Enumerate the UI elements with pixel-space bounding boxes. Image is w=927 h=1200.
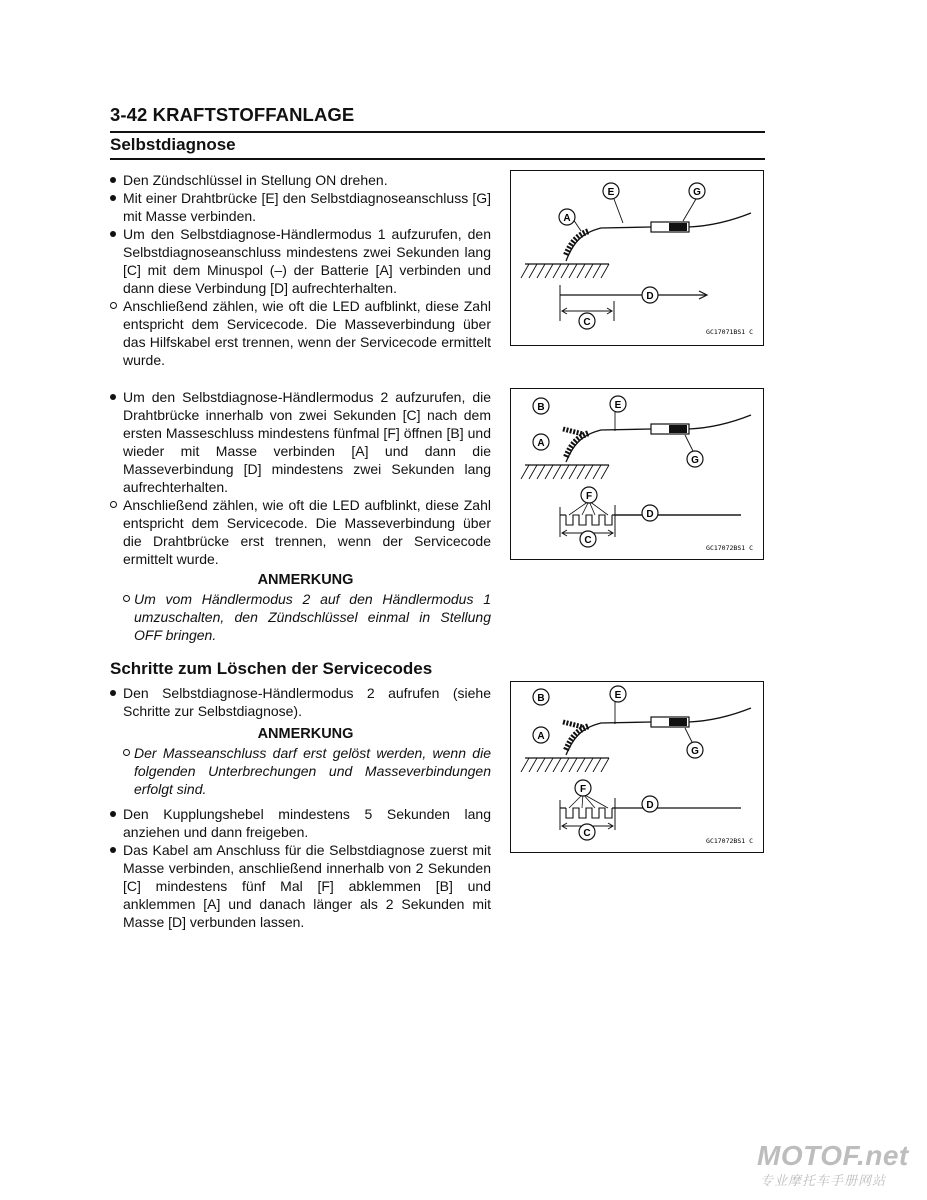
- fig3-label-f: [575, 780, 591, 796]
- fig1-label-d: [642, 287, 658, 303]
- note-heading: ANMERKUNG: [257, 726, 354, 742]
- bullet-icon: [110, 811, 116, 817]
- section-title: Selbstdiagnose: [110, 135, 236, 154]
- label-c: C: [584, 535, 592, 546]
- figure-code: GC17071BS1 C: [706, 328, 753, 336]
- figure-3-diagram: [511, 682, 762, 851]
- list-item: Anschließend zählen, wie oft die LED aufblinkt, diese Zahl entspricht dem Servicecode. Die Masseverbindung über die Drahtbrücke erst trennen, wenn der Servicecode ermittelt wurde.: [110, 496, 491, 568]
- figure-code: GC17072BS1 C: [706, 544, 753, 552]
- fig3-label-c: [579, 824, 595, 840]
- label-g: G: [691, 455, 699, 466]
- list-item: Um den Selbstdiagnose-Händlermodus 1 aufzurufen, den Selbstdiagnoseanschluss mindestens zwei Sekunden lang [C] mit dem Minuspol (–) der Batterie [A] verbinden und dann diese Verbindung [D] aufrechterhalten.: [110, 225, 491, 297]
- fig2-label-c: [580, 531, 596, 547]
- label-a: A: [537, 731, 545, 742]
- section-rule: [110, 158, 765, 160]
- list-item: Den Zündschlüssel in Stellung ON drehen.: [110, 171, 491, 189]
- label-e: E: [614, 690, 622, 701]
- bullet-icon: [110, 231, 116, 237]
- label-e: E: [607, 187, 615, 198]
- label-b: B: [537, 402, 545, 413]
- circle-bullet-icon: [110, 501, 117, 508]
- note-1: [110, 571, 491, 644]
- label-c: C: [583, 828, 591, 839]
- list-item: Den Selbstdiagnose-Händlermodus 2 aufrufen (siehe Schritte zur Selbstdiagnose).: [110, 684, 491, 720]
- note-text: Um vom Händlermodus 2 auf den Händlermodus 1 umzuschalten, den Zündschlüssel einmal in Stellung OFF bringen.: [110, 590, 491, 644]
- page-title: 3-42 KRAFTSTOFFANLAGE: [110, 104, 355, 125]
- label-c: C: [583, 317, 591, 328]
- fig2-label-a: [533, 434, 549, 450]
- label-a: A: [563, 213, 571, 224]
- figure-2-diagram: [511, 389, 762, 558]
- fig2-label-g: [687, 451, 703, 467]
- label-d: D: [646, 509, 654, 520]
- bullet-icon: [110, 394, 116, 400]
- note-heading: ANMERKUNG: [257, 572, 354, 588]
- label-g: G: [693, 187, 701, 198]
- fig2-label-e: [610, 396, 626, 412]
- label-e: E: [614, 400, 622, 411]
- fig2-label-d: [642, 505, 658, 521]
- figure-2: [510, 388, 764, 560]
- figure-code: GC17072BS1 C: [706, 837, 753, 845]
- label-g: G: [691, 746, 699, 757]
- figure-3: [510, 681, 764, 853]
- circle-bullet-icon: [123, 595, 130, 602]
- figure-1: [510, 170, 764, 346]
- block1: [110, 171, 491, 369]
- subsection-title: Schritte zum Löschen der Servicecodes: [110, 659, 433, 678]
- label-b: B: [537, 693, 545, 704]
- fig1-label-c: [579, 313, 595, 329]
- label-d: D: [646, 800, 654, 811]
- list-item: Mit einer Drahtbrücke [E] den Selbstdiagnoseanschluss [G] mit Masse verbinden.: [110, 189, 491, 225]
- list-item: Anschließend zählen, wie oft die LED aufblinkt, diese Zahl entspricht dem Servicecode. Die Masseverbindung über das Hilfskabel erst trennen, wenn der Servicecode ermittelt wurde.: [110, 297, 491, 369]
- section2: [110, 684, 491, 931]
- list-item: Den Kupplungshebel mindestens 5 Sekunden lang anziehen und dann freigeben.: [110, 805, 491, 841]
- list-item: Um den Selbstdiagnose-Händlermodus 2 aufzurufen, die Drahtbrücke innerhalb von zwei Sekunden [C] nach dem ersten Masseschluss mindestens fünfmal [F] öffnen [B] und wieder mit Masse verbinden [A] und dann die Masseverbindung [D] mindestens zwei Sekunden lang aufrechterhalten.: [110, 388, 491, 496]
- header-rule: [110, 131, 765, 133]
- fig1-label-g: [689, 183, 705, 199]
- fig3-label-b: [533, 689, 549, 705]
- block2: [110, 388, 491, 568]
- label-d: D: [646, 291, 654, 302]
- fig1-label-a: [559, 209, 575, 225]
- fig3-label-e: [610, 686, 626, 702]
- fig3-label-d: [642, 796, 658, 812]
- fig2-label-b: [533, 398, 549, 414]
- watermark-brand: MOTOF.net: [757, 1140, 909, 1171]
- label-f: F: [585, 491, 593, 502]
- circle-bullet-icon: [123, 749, 130, 756]
- bullet-icon: [110, 177, 116, 183]
- circle-bullet-icon: [110, 302, 117, 309]
- fig1-label-e: [603, 183, 619, 199]
- watermark-tagline: 专业摩托车手册网站: [760, 1174, 887, 1189]
- label-f: F: [579, 784, 587, 795]
- figure-1-diagram: [511, 171, 762, 344]
- bullet-icon: [110, 195, 116, 201]
- fig3-label-g: [687, 742, 703, 758]
- note-text: Der Masseanschluss darf erst gelöst werden, wenn die folgenden Unterbrechungen und Masseverbindungen erfolgt sind.: [110, 744, 491, 798]
- label-a: A: [537, 438, 545, 449]
- note-2: [110, 725, 491, 798]
- fig3-label-a: [533, 727, 549, 743]
- bullet-icon: [110, 847, 116, 853]
- fig2-label-f: [581, 487, 597, 503]
- bullet-icon: [110, 690, 116, 696]
- list-item: Das Kabel am Anschluss für die Selbstdiagnose zuerst mit Masse verbinden, anschließend innerhalb von 2 Sekunden [C] mindestens fünf Mal [F] abklemmen [B] und anklemmen [A] und danach länger als 2 Sekunden mit Masse [D] verbunden lassen.: [110, 841, 491, 931]
